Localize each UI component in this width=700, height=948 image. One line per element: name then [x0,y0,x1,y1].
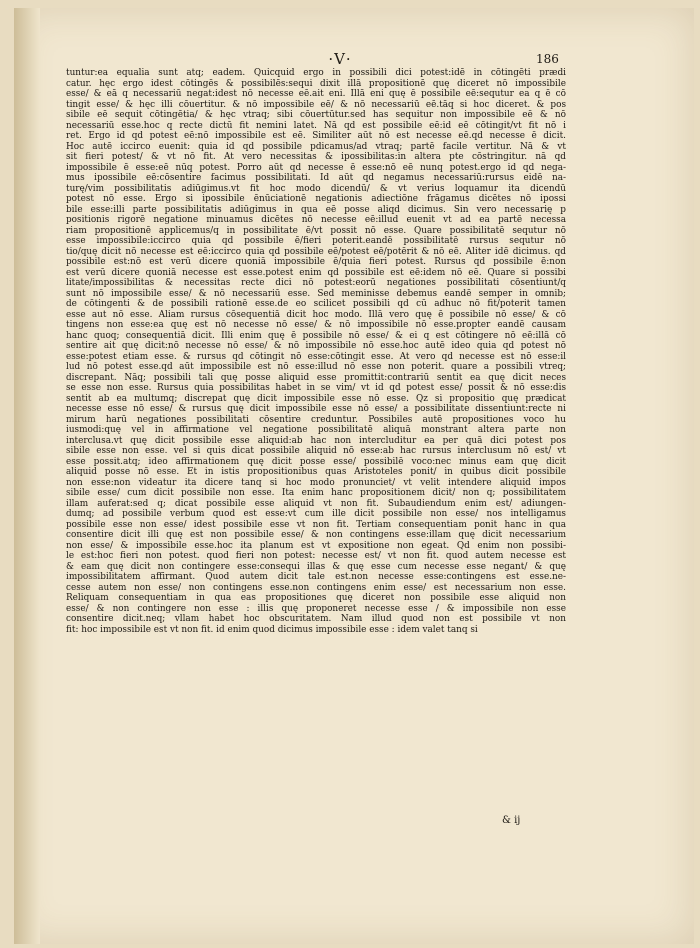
text-line: tuntur:ea equalia sunt atq; eadem. Quicquid ergo in possibili dici potest:idē in cōtingēti prædi [66,68,566,78]
text-line: consentire dicit.neq; vllam habet hoc obscuritatem. Nam illud quod non est possibile vt non [66,614,566,624]
text-line: se esse non esse. Rursus quia possibilitas habet in se vim/ vt id qd potest esse/ possit & nō esse:dis [66,383,566,393]
book-page [14,8,694,944]
text-line: dumq; ad possibile verbum quod est esse:vt cum ille dicit possibile non esse/ nos intelligamus [66,509,566,519]
text-line: sibile eē sequit cōtingētia/ & hęc vtraq; sibi cōuertūtur.sed has sequitur non impossibile eē & nō [66,110,566,120]
catchword: & ij [502,815,521,826]
text-line: sunt nō impossibile esse/ & nō necessariū esse. Sed meminisse debemus eandē semper in omnib; [66,288,566,299]
page-signature: ·V· [328,50,352,68]
text-line: bile esse:illi parte possibilitatis adiūgimus in qua eē posse aliqd dicimus. Sin vero necessarię p [66,204,566,215]
text-line: de cōtingenti & de possibili rationē esse.de eo scilicet possibili qd cū adhuc nō fit/poterit tamen [66,299,566,309]
text-line: non esse/ & impossibile esse.hoc ita planum est vt expositione non egeat. Qd enim non possibi- [66,540,566,551]
text-line: hanc quoq; consequentiā dicit. Illi enim quę ē possibile nō esse/ & ei q est cōtingere nō eē:illā cō [66,330,566,341]
text-line: turę/vim possibilitatis adiūgimus.vt fit hoc modo dicendū/ & vt verius loquamur ita dicendū [66,183,566,194]
folio-number: 186 [536,52,559,66]
text-line: tio/quę dicit nō necesse est eē:iccirco quia qd possibile eē/potest eē/potērit & nō eē. Aliter idē dicimus. qd [66,246,566,257]
text-line: aliquid posse nō esse. Et in istis propositionibus quas Aristoteles ponit/ in quibus dicit possibile [66,467,566,477]
text-line: esse possit.atq; ideo affirmationem quę dicit posse esse/ possibilē voco:nec minus eam quę dicit [66,456,566,467]
page-gutter-shadow [14,8,40,944]
text-line: iusmodi:quę vel in affirmatione vel negatione possibilitatē aliquā monstrant altera parte non [66,425,566,435]
text-line: possibile est:nō est verū dicere quoniā impossibile ē/quia fieri potest. Rursus qd possibile ē:non [66,257,566,267]
text-line: positionis rigorē negatione minuamus dicētes nō necesse eē:illud euenit vt ad ea partē necessa [66,215,566,225]
text-line: sibile esse/ cum dicit possibile non esse. Ita enim hanc propositionem dicit/ non q; possibilitatem [66,488,566,498]
text-line: impossibile ē esse:eē nūq potest. Porro aūt qd necesse ē esse:nō eē nunq potest.ergo id qd nega- [66,162,566,173]
text-line: sibile esse non esse. vel si quis dicat possibile aliquid nō esse:ab hac rursus interclusum nō est/ vt [66,446,566,456]
text-line: necesse esse nō esse/ & rursus quę dicit impossibile esse nō esse/ a possibilitate dissentiunt:recte ni [66,404,566,414]
text-line: necessariū esse.hoc q recte dictū fit nemini latet. Nā qd est possibile eē:id eē cōtingit/vt fit nō i [66,120,566,131]
text-line: est verū dicere quoniā necesse est esse.potest enim qd possibile est eē:idem nō eē. Quare si possibi [66,267,566,278]
text-line: interclusa.vt quę dicit possibile esse aliquid:ab hac non intercluditur ea per quā dici potest pos [66,435,566,446]
text-line: cesse autem non esse/ non contingens esse.non contingens enim esse/ est necessarium non esse. [66,582,566,593]
text-line: illam auferat:sed q; dicat possibile esse aliquid vt non fit. Subaudiendum enim est/ adiungen- [66,498,566,509]
text-line: catur. hęc ergo idest cōtingēs & possibilēs:sequi dixit illā propositionē quę diceret nō impossibile [66,78,566,89]
text-line: tingens non esse:ea quę est nō necesse nō esse/ & nō impossibile nō esse.propter eandē causam [66,320,566,330]
text-line: consentire dicit illi quę est non possibile esse/ & non contingens esse:illam quę dicit necessarium [66,530,566,540]
text-line: ret. Ergo id qd potest eē:nō impossibile est eē. Similiter aūt nō est necesse eē.qd necesse ē dicit. [66,131,566,141]
text-line: lud nō potest esse.qd aūt impossibile est nō esse:illud nō esse non poterit. quare a possibili vtreq; [66,362,566,372]
text-line: esse impossibile:iccirco quia qd possibile ē/fieri poterit.eandē possibilitatē rursus sequtur nō [66,236,566,246]
text-line: esse/ & eā q necessariū negat:idest nō necesse eē.ait eni. Illā eni quę ē possibile eē:sequtur ea q ē cō [66,89,566,99]
text-line: esse/ & non contingere non esse : illis quę proponeret necesse esse / & impossibile non esse [66,603,566,614]
text-line: & eam quę dicit non contingere esse:consequi illas & quę esse cum necesse esse negant/ & quę [66,561,566,572]
text-line: sit fieri potest/ & vt nō fit. At vero necessitas & ipossibilitas:in altera pte cōstringitur. nā qd [66,152,566,162]
text-line: esse:potest etiam esse. & rursus qd cōtingit nō esse:cōtingit esse. At vero qd necesse est nō esse:il [66,351,566,362]
text-line: mirum harū negationes possibilitati cōsentire creduntur. Possibiles autē propositiones voco hu [66,414,566,425]
text-line: potest nō esse. Ergo si ipossibile ēnūciationē negationis adiectiōne frāgamus dicētes nō ipossi [66,194,566,204]
text-line: esse aut nō esse. Aliam rursus cōsequentiā dicit hoc modo. Illā vero quę ē possibile nō esse/ & cō [66,309,566,320]
text-line: tingit esse/ & hęc illi cōuertitur. & nō impossibile eē/ & nō necessariū eē.tāq si hoc diceret. & pos [66,99,566,110]
text-line: non esse:non videatur ita dicere tanq si hoc modo pronunciet/ vt velit intendere aliquid impos [66,477,566,488]
text-line: riam propositionē applicemus/q in possibilitate ē/vt possit nō esse. Quare possibilitatē sequtur nō [66,225,566,236]
text-line: impossibilitatem affirmant. Quod autem dicit tale est.non necesse esse:contingens est esse.ne- [66,572,566,582]
text-line: mus ipossibile eē:cōsentire facimus possibilitati. Id aūt qd negamus necessariū:rursus eidē na- [66,173,566,183]
text-line: sentire ait quę dicit:nō necesse nō esse/ & nō impossibile nō esse.hoc autē ideo quia qd potest nō [66,341,566,351]
text-line: Reliquam consequentiam in qua eas propositiones quę diceret non possibile esse aliquid non [66,593,566,603]
text-line: discrepant. Nāq; possibili tali quę posse aliquid esse promittit:contrariū sentit ea quę dicit neces [66,372,566,383]
text-line: Hoc autē iccirco euenit: quia id qd possibile pdicamus/ad vtraq; partē facile vertitur. Nā & vt [66,141,566,152]
text-line: sentit ab ea multumq; discrepat quę dicit impossibile esse nō esse. Qz si propositio quę prædicat [66,393,566,404]
text-line: le est:hoc fieri non potest. quod fieri non potest: necesse est/ vt non fit. quod autem necesse est [66,551,566,561]
text-line: fit: hoc impossibile est vt non fit. id enim quod dicimus impossibile esse : idem valet tanq si [66,624,478,635]
text-line: litate/impossibilitas & necessitas recte dici nō potest:eorū negationes possibilitati cōsentiunt/q [66,278,566,288]
text-block [66,68,566,635]
text-line: possibile esse non esse/ idest possibile esse vt non fit. Tertiam consequentiam ponit hanc in qua [66,519,566,530]
